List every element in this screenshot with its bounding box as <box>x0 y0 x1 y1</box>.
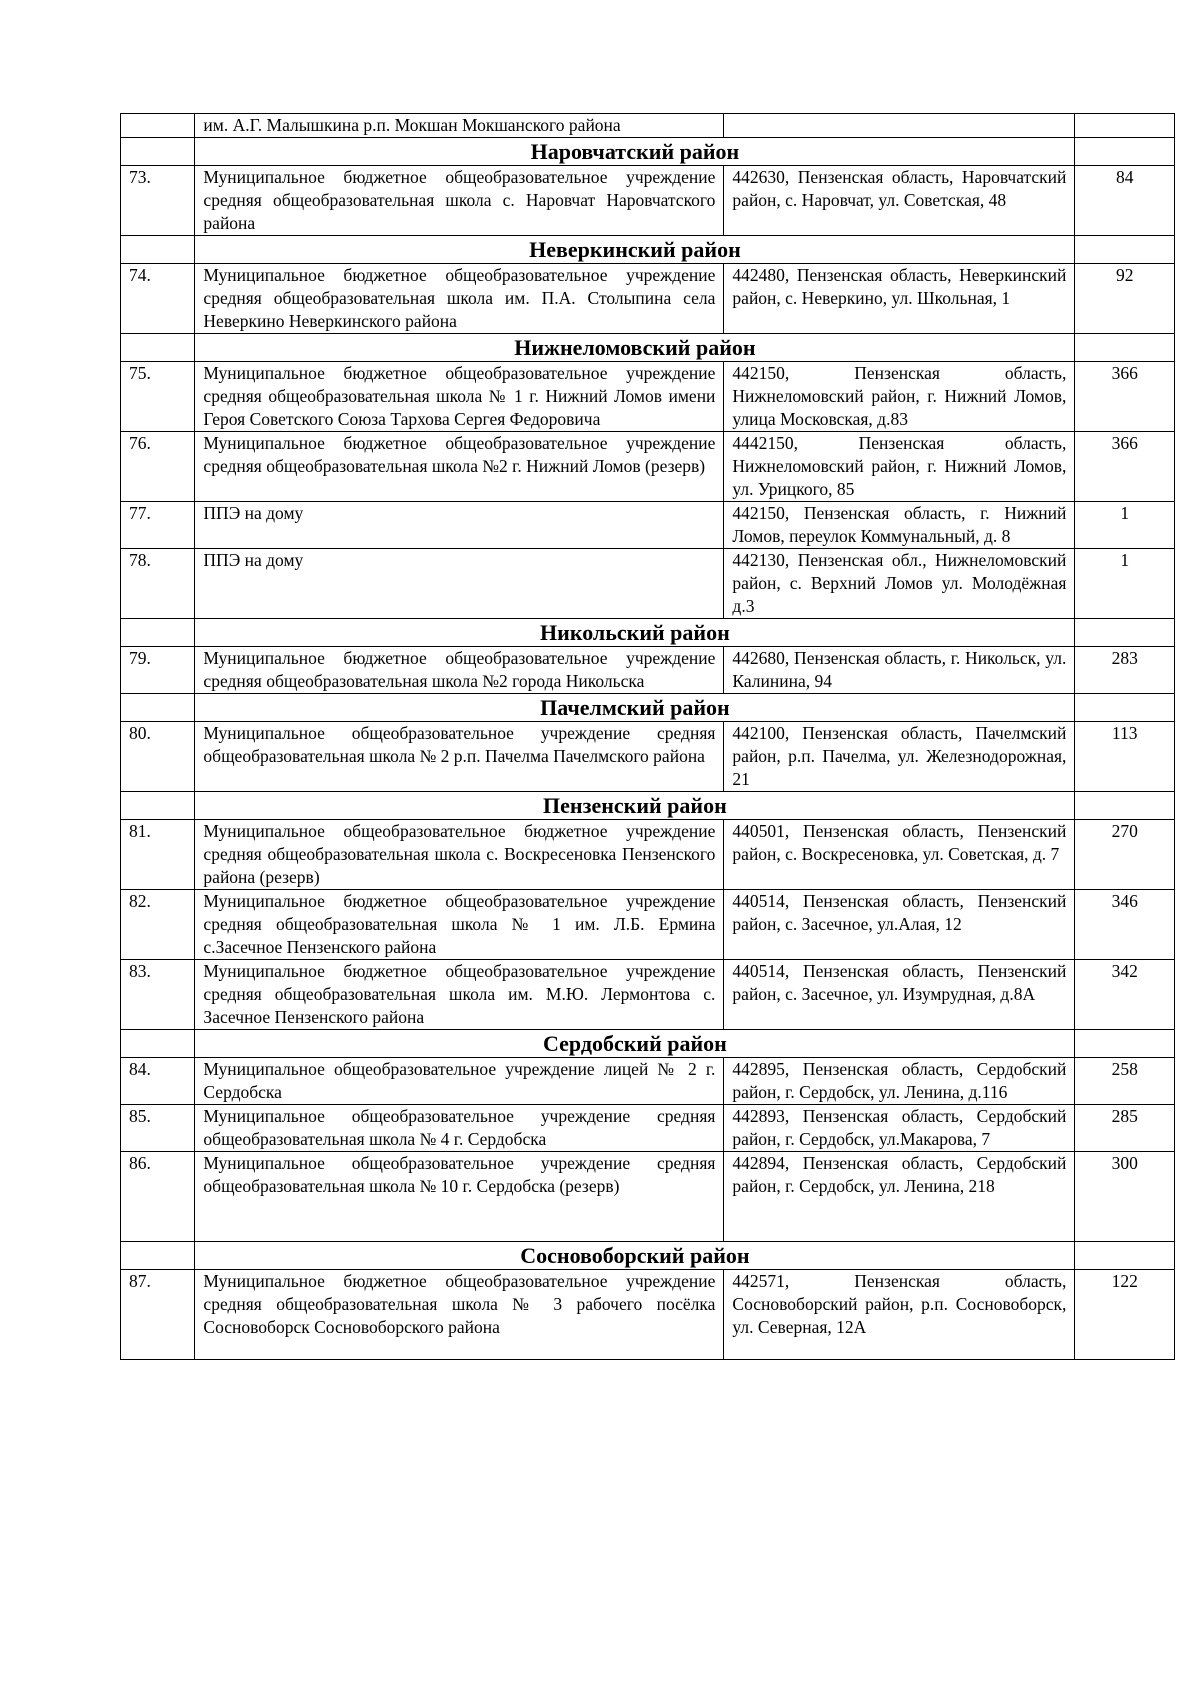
capacity-count: 113 <box>1075 722 1175 792</box>
institutions-table <box>120 113 1175 1360</box>
capacity-count: 346 <box>1075 890 1175 960</box>
table-row <box>121 1105 1175 1152</box>
institution-name: Муниципальное общеобразовательное бюджетное учреждение средняя общеобразовательная школа с. Воскресеновка Пензенского района (резерв) <box>195 820 724 890</box>
table-row <box>121 1152 1175 1242</box>
num-cell <box>121 334 195 362</box>
district-header-row <box>121 138 1175 166</box>
count-cell <box>1075 792 1175 820</box>
address-cell <box>724 114 1075 138</box>
row-number: 87. <box>121 1270 195 1360</box>
capacity-count: 342 <box>1075 960 1175 1030</box>
table-row <box>121 722 1175 792</box>
count-cell <box>1075 114 1175 138</box>
row-number: 83. <box>121 960 195 1030</box>
capacity-count: 285 <box>1075 1105 1175 1152</box>
district-header-row <box>121 1030 1175 1058</box>
institution-address: 442894, Пензенская область, Сердобский район, г. Сердобск, ул. Ленина, 218 <box>724 1152 1075 1242</box>
capacity-count: 270 <box>1075 820 1175 890</box>
row-number: 81. <box>121 820 195 890</box>
institution-address: 442480, Пензенская область, Неверкинский район, с. Неверкино, ул. Школьная, 1 <box>724 264 1075 334</box>
district-header-row <box>121 792 1175 820</box>
table-row <box>121 890 1175 960</box>
row-number: 76. <box>121 432 195 502</box>
district-header-row <box>121 334 1175 362</box>
district-name: Никольский район <box>195 619 1075 647</box>
count-cell <box>1075 1030 1175 1058</box>
row-number: 75. <box>121 362 195 432</box>
table-row <box>121 549 1175 619</box>
institution-address: 442100, Пензенская область, Пачелмский район, р.п. Пачелма, ул. Железнодорожная, 21 <box>724 722 1075 792</box>
institution-address: 442130, Пензенская обл., Нижнеломовский район, с. Верхний Ломов ул. Молодёжная д.3 <box>724 549 1075 619</box>
institution-address: 442630, Пензенская область, Наровчатский район, с. Наровчат, ул. Советская, 48 <box>724 166 1075 236</box>
table-row <box>121 1270 1175 1360</box>
num-cell <box>121 1242 195 1270</box>
district-name: Сердобский район <box>195 1030 1075 1058</box>
district-name: Пензенский район <box>195 792 1075 820</box>
table-row <box>121 960 1175 1030</box>
count-cell <box>1075 236 1175 264</box>
institution-name: Муниципальное бюджетное общеобразовательное учреждение средняя общеобразовательная школа им. П.А. Столыпина села Неверкино Неверкинского района <box>195 264 724 334</box>
row-number: 86. <box>121 1152 195 1242</box>
num-cell <box>121 792 195 820</box>
table-row <box>121 432 1175 502</box>
district-name: Неверкинский район <box>195 236 1075 264</box>
row-number: 77. <box>121 502 195 549</box>
table-row <box>121 1058 1175 1105</box>
table-row <box>121 647 1175 694</box>
count-cell <box>1075 334 1175 362</box>
table-row <box>121 166 1175 236</box>
district-header-row <box>121 236 1175 264</box>
capacity-count: 92 <box>1075 264 1175 334</box>
district-header-row <box>121 694 1175 722</box>
institution-address: 4442150, Пензенская область, Нижнеломовский район, г. Нижний Ломов, ул. Урицкого, 85 <box>724 432 1075 502</box>
capacity-count: 84 <box>1075 166 1175 236</box>
district-name: Пачелмский район <box>195 694 1075 722</box>
district-name: Сосновоборский район <box>195 1242 1075 1270</box>
row-number: 80. <box>121 722 195 792</box>
institution-address: 442680, Пензенская область, г. Никольск, ул. Калинина, 94 <box>724 647 1075 694</box>
institution-name: Муниципальное бюджетное общеобразовательное учреждение средняя общеобразовательная школа № 1 им. Л.Б. Ермина с.Засечное Пензенского района <box>195 890 724 960</box>
table-row <box>121 362 1175 432</box>
institution-address: 442895, Пензенская область, Сердобский район, г. Сердобск, ул. Ленина, д.116 <box>724 1058 1075 1105</box>
num-cell <box>121 1030 195 1058</box>
institution-name: Муниципальное бюджетное общеобразовательное учреждение средняя общеобразовательная школа с. Наровчат Наровчатского района <box>195 166 724 236</box>
table-row <box>121 502 1175 549</box>
institution-address: 442893, Пензенская область, Сердобский район, г. Сердобск, ул.Макарова, 7 <box>724 1105 1075 1152</box>
institution-name: Муниципальное бюджетное общеобразовательное учреждение средняя общеобразовательная школа №2 города Никольска <box>195 647 724 694</box>
capacity-count: 1 <box>1075 549 1175 619</box>
institution-address: 440514, Пензенская область, Пензенский район, с. Засечное, ул. Изумрудная, д.8А <box>724 960 1075 1030</box>
institution-address: 440501, Пензенская область, Пензенский район, с. Воскресеновка, ул. Советская, д. 7 <box>724 820 1075 890</box>
institution-name: Муниципальное общеобразовательное учреждение средняя общеобразовательная школа № 10 г. Сердобска (резерв) <box>195 1152 724 1242</box>
capacity-count: 122 <box>1075 1270 1175 1360</box>
row-number: 73. <box>121 166 195 236</box>
count-cell <box>1075 1242 1175 1270</box>
capacity-count: 366 <box>1075 362 1175 432</box>
capacity-count: 283 <box>1075 647 1175 694</box>
institution-name: Муниципальное общеобразовательное учреждение средняя общеобразовательная школа № 4 г. Сердобска <box>195 1105 724 1152</box>
district-header-row <box>121 1242 1175 1270</box>
row-number: 84. <box>121 1058 195 1105</box>
num-cell <box>121 694 195 722</box>
district-name: Наровчатский район <box>195 138 1075 166</box>
count-cell <box>1075 138 1175 166</box>
institution-name: Муниципальное бюджетное общеобразовательное учреждение средняя общеобразовательная школа № 1 г. Нижний Ломов имени Героя Советского Союза Тархова Сергея Федоровича <box>195 362 724 432</box>
num-cell <box>121 138 195 166</box>
capacity-count: 1 <box>1075 502 1175 549</box>
table-row <box>121 264 1175 334</box>
row-number: 79. <box>121 647 195 694</box>
institution-name: ППЭ на дому <box>195 549 724 619</box>
institution-address: 442150, Пензенская область, г. Нижний Ломов, переулок Коммунальный, д. 8 <box>724 502 1075 549</box>
capacity-count: 258 <box>1075 1058 1175 1105</box>
row-number: 78. <box>121 549 195 619</box>
table-row <box>121 820 1175 890</box>
row-number: 85. <box>121 1105 195 1152</box>
institution-name: Муниципальное общеобразовательное учреждение средняя общеобразовательная школа № 2 р.п. Пачелма Пачелмского района <box>195 722 724 792</box>
row-number: 82. <box>121 890 195 960</box>
table-body <box>121 114 1175 1360</box>
num-cell <box>121 619 195 647</box>
capacity-count: 300 <box>1075 1152 1175 1242</box>
name-cell: им. А.Г. Малышкина р.п. Мокшан Мокшанского района <box>195 114 724 138</box>
institution-name: Муниципальное бюджетное общеобразовательное учреждение средняя общеобразовательная школа № 3 рабочего посёлка Сосновоборск Сосновоборского района <box>195 1270 724 1360</box>
row-number: 74. <box>121 264 195 334</box>
district-header-row <box>121 619 1175 647</box>
institution-address: 442150, Пензенская область, Нижнеломовский район, г. Нижний Ломов, улица Московская, д.83 <box>724 362 1075 432</box>
capacity-count: 366 <box>1075 432 1175 502</box>
institution-address: 440514, Пензенская область, Пензенский район, с. Засечное, ул.Алая, 12 <box>724 890 1075 960</box>
num-cell <box>121 114 195 138</box>
institution-name: Муниципальное общеобразовательное учреждение лицей № 2 г. Сердобска <box>195 1058 724 1105</box>
count-cell <box>1075 619 1175 647</box>
count-cell <box>1075 694 1175 722</box>
institution-address: 442571, Пензенская область, Сосновоборский район, р.п. Сосновоборск, ул. Северная, 12А <box>724 1270 1075 1360</box>
institution-name: ППЭ на дому <box>195 502 724 549</box>
continuation-row <box>121 114 1175 138</box>
institution-name: Муниципальное бюджетное общеобразовательное учреждение средняя общеобразовательная школа №2 г. Нижний Ломов (резерв) <box>195 432 724 502</box>
district-name: Нижнеломовский район <box>195 334 1075 362</box>
num-cell <box>121 236 195 264</box>
institution-name: Муниципальное бюджетное общеобразовательное учреждение средняя общеобразовательная школа им. М.Ю. Лермонтова с. Засечное Пензенского района <box>195 960 724 1030</box>
